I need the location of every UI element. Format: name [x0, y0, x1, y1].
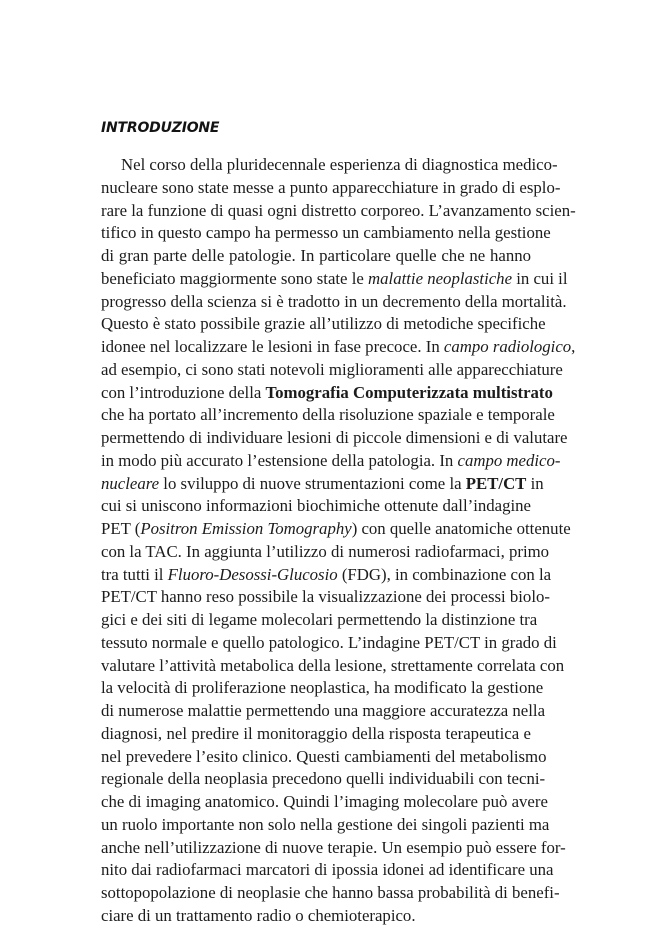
text-run: in modo più accurato l’estensione della patologia. In — [101, 450, 458, 470]
text-run: nucleare sono state messe a punto apparecchiature in grado di esplo- — [101, 177, 561, 197]
text-line — [101, 359, 563, 382]
text-line — [101, 291, 567, 314]
text-run: in — [526, 473, 544, 493]
text-run: ciare di un trattamento radio o chemioterapico. — [101, 905, 416, 925]
text-line — [101, 245, 531, 268]
text-run: sottopopolazione di neoplasie che hanno bassa probabilità di benefi- — [101, 883, 560, 902]
text-line — [101, 609, 538, 632]
introduction-paragraph — [101, 154, 576, 928]
text-line — [101, 837, 566, 860]
text-run: (FDG), in combinazione con la — [337, 564, 552, 584]
text-run: lo sviluppo di nuove strumentazioni come la — [159, 473, 466, 493]
text-line — [101, 723, 531, 746]
text-line — [101, 700, 546, 723]
text-line — [101, 882, 560, 905]
text-run: diagnosi, nel predire il monitoraggio della risposta terapeutica e — [101, 723, 531, 743]
text-line — [101, 518, 571, 541]
text-line — [101, 268, 568, 291]
text-run: che di imaging anatomico. Quindi l’imaging molecolare può avere — [101, 792, 548, 811]
italic-text: nucleare — [101, 473, 160, 493]
text-run: che ha portato all’incremento della risoluzione spaziale e temporale — [101, 405, 555, 425]
text-run: beneficiato maggiormente sono state le — [101, 268, 369, 288]
text-run: rare la funzione di quasi ogni distretto corporeo. L’avanzamento scien- — [101, 200, 576, 220]
bold-text: Tomografia Computerizzata multistrato — [265, 382, 553, 402]
text-run: cui si uniscono informazioni biochimiche ottenute dall’indagine — [101, 496, 531, 516]
text-line — [101, 154, 558, 177]
text-run: ad esempio, ci sono stati notevoli miglioramenti alle apparecchiature — [101, 359, 563, 379]
text-run: in cui il — [512, 268, 568, 288]
text-run: PET/CT hanno reso possibile la visualizzazione dei processi biolo- — [101, 587, 550, 607]
text-run: PET ( — [101, 519, 141, 538]
text-line — [101, 200, 576, 223]
text-run: Nel corso della pluridecennale esperienza di diagnostica medico- — [121, 155, 558, 174]
text-line — [101, 768, 546, 791]
text-line — [101, 791, 548, 814]
text-run: anche nell’utilizzazione di nuove terapie. Un esempio può essere for- — [101, 837, 566, 857]
text-run: , — [571, 337, 576, 356]
text-line — [101, 382, 553, 405]
text-run: un ruolo importante non solo nella gestione dei singoli pazienti ma — [101, 814, 550, 834]
text-line — [101, 313, 546, 336]
text-run: permettendo di individuare lesioni di piccole dimensioni e di valutare — [101, 428, 568, 447]
italic-text: Fluoro-Desossi-Glucosio — [167, 564, 338, 584]
text-line — [101, 177, 561, 200]
text-run: tessuto normale e quello patologico. L’indagine PET/CT in grado di — [101, 632, 557, 652]
text-run: regionale della neoplasia precedono quelli individuabili con tecni- — [101, 769, 546, 789]
italic-text: campo radiologico — [443, 337, 572, 356]
text-line — [101, 677, 544, 700]
bold-text: PET/CT — [465, 473, 527, 493]
text-line — [101, 404, 555, 427]
text-line — [101, 859, 554, 882]
text-line — [101, 905, 531, 928]
text-run: progresso della scienza si è tradotto in un decremento della mortalità. — [101, 291, 567, 311]
text-run: la velocità di proliferazione neoplastica, ha modificato la gestione — [101, 678, 544, 698]
text-run: di gran parte delle patologie. In particolare quelle che ne hanno — [101, 246, 531, 265]
text-run: tra tutti il — [101, 564, 168, 584]
text-line — [101, 632, 557, 655]
text-run: gici e dei siti di legame molecolari permettendo la distinzione tra — [101, 610, 538, 629]
text-run: nito dai radiofarmaci marcatori di ipossia idonei ad identificare una — [101, 860, 554, 880]
section-title: INTRODUZIONE — [101, 120, 220, 136]
text-run: con la TAC. In aggiunta l’utilizzo di numerosi radiofarmaci, primo — [101, 541, 550, 561]
text-line — [101, 450, 561, 473]
text-run: con l’introduzione della — [101, 382, 266, 402]
text-run: valutare l’attività metabolica della lesione, strettamente correlata con — [101, 655, 565, 675]
text-run: nel prevedere l’esito clinico. Questi cambiamenti del metabolismo — [101, 746, 547, 766]
italic-text: campo medico- — [457, 450, 561, 470]
text-run: di numerose malattie permettendo una maggiore accuratezza nella — [101, 701, 546, 720]
text-line — [101, 541, 550, 564]
text-line — [101, 586, 550, 609]
text-line — [101, 746, 547, 769]
text-line — [101, 495, 531, 518]
text-line — [101, 814, 550, 837]
text-line — [101, 427, 568, 450]
text-line — [101, 222, 551, 245]
text-line — [101, 473, 544, 496]
text-line — [101, 564, 552, 587]
text-run: Questo è stato possibile grazie all’utilizzo di metodiche specifiche — [101, 314, 546, 334]
text-run: ) con quelle anatomiche ottenute — [351, 519, 571, 538]
text-run: tifico in questo campo ha permesso un cambiamento nella gestione — [101, 223, 551, 243]
italic-text: malattie neoplastiche — [368, 268, 513, 288]
text-line — [101, 655, 565, 678]
text-run: idonee nel localizzare le lesioni in fase precoce. In — [101, 337, 444, 356]
italic-text: Positron Emission Tomography — [140, 519, 352, 538]
text-line — [101, 336, 576, 359]
